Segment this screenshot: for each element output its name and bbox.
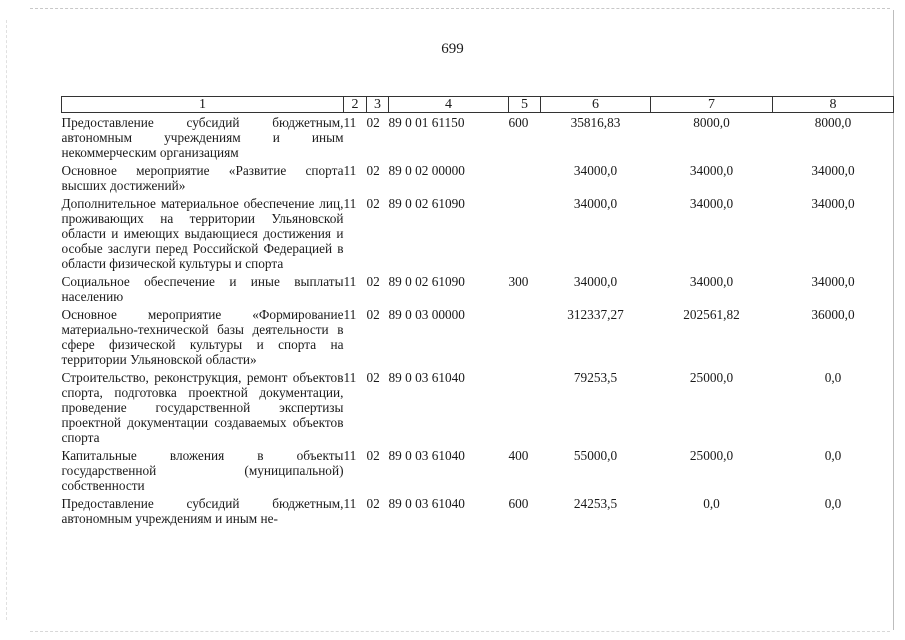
row-subsection: 02 (366, 496, 380, 511)
scan-edge-bottom (30, 631, 890, 632)
table-row (62, 305, 894, 368)
row-amount-col7: 34000,0 (689, 196, 734, 211)
row-name: Основное мероприятие «Формирование материально-технической базы деятельности в сфере физической культуры и спорта на территории Ульяновской области» (61, 307, 344, 367)
row-amount-col6: 24253,5 (573, 496, 618, 511)
row-target-article: 89 0 03 61040 (388, 370, 465, 385)
row-amount-col8: 8000,0 (814, 115, 852, 130)
row-section: 11 (343, 163, 357, 178)
header-col-3: 3 (367, 97, 389, 113)
row-expense-type: 300 (508, 274, 529, 289)
row-subsection: 02 (366, 196, 380, 211)
header-col-2: 2 (344, 97, 367, 113)
header-row (62, 97, 894, 113)
row-amount-col6: 35816,83 (570, 115, 621, 130)
table-row (62, 161, 894, 194)
table-row (62, 272, 894, 305)
row-target-article: 89 0 01 61150 (388, 115, 465, 130)
row-amount-col6: 34000,0 (573, 196, 618, 211)
row-subsection: 02 (366, 307, 380, 322)
row-amount-col6: 55000,0 (573, 448, 618, 463)
scan-edge-top (30, 8, 890, 9)
row-subsection: 02 (366, 274, 380, 289)
row-section: 11 (343, 448, 357, 463)
row-amount-col6: 312337,27 (567, 307, 624, 322)
row-target-article: 89 0 02 61090 (388, 274, 465, 289)
row-target-article: 89 0 03 00000 (388, 307, 465, 322)
row-section: 11 (343, 370, 357, 385)
row-amount-col6: 34000,0 (573, 163, 618, 178)
row-section: 11 (343, 115, 357, 130)
header-col-6: 6 (541, 97, 651, 113)
row-target-article: 89 0 02 61090 (388, 196, 465, 211)
row-expense-type: 600 (508, 496, 529, 511)
table-row (62, 194, 894, 272)
table-row (62, 494, 894, 527)
row-name: Строительство, реконструкция, ремонт объектов спорта, подготовка проектной документации, проведение государственной экспертизы проектной документации создаваемых объектов спорта (61, 370, 344, 445)
row-amount-col8: 34000,0 (811, 274, 855, 289)
row-name: Предоставление субсидий бюджетным, автономным учреждениям и иным не- (61, 496, 344, 526)
row-section: 11 (343, 496, 357, 511)
table-row (62, 113, 894, 162)
row-amount-col8: 36000,0 (811, 307, 855, 322)
header-col-4: 4 (389, 97, 509, 113)
row-amount-col8: 0,0 (824, 496, 842, 511)
row-target-article: 89 0 03 61040 (388, 496, 465, 511)
row-amount-col6: 34000,0 (573, 274, 618, 289)
row-target-article: 89 0 03 61040 (388, 448, 465, 463)
row-name: Предоставление субсидий бюджетным, автономным учреждениям и иным некоммерческим организациям (61, 115, 344, 160)
row-name: Капитальные вложения в объекты государственной (муниципальной) собственности (61, 448, 344, 493)
row-amount-col7: 25000,0 (689, 370, 734, 385)
row-target-article: 89 0 02 00000 (388, 163, 465, 178)
scan-edge-left (6, 20, 7, 620)
header-col-7: 7 (651, 97, 773, 113)
budget-table (61, 96, 894, 527)
table-body (62, 113, 894, 528)
row-amount-col8: 0,0 (824, 370, 842, 385)
row-expense-type (509, 194, 541, 272)
header-col-5: 5 (509, 97, 541, 113)
header-col-8: 8 (773, 97, 894, 113)
row-subsection: 02 (366, 115, 380, 130)
row-amount-col7: 34000,0 (689, 274, 734, 289)
row-amount-col8: 34000,0 (811, 196, 855, 211)
row-expense-type: 400 (508, 448, 529, 463)
row-amount-col7: 34000,0 (689, 163, 734, 178)
table-row (62, 368, 894, 446)
row-amount-col7: 8000,0 (693, 115, 730, 130)
row-name: Основное мероприятие «Развитие спорта высших достижений» (61, 163, 344, 193)
row-section: 11 (343, 196, 357, 211)
row-subsection: 02 (366, 370, 380, 385)
row-amount-col8: 0,0 (824, 448, 842, 463)
row-name: Дополнительное материальное обеспечение лиц, проживающих на территории Ульяновской области и имеющих выдающиеся достижения и особые заслуги перед Российской Федерацией в области физической культуры и спорта (61, 196, 344, 271)
row-expense-type (509, 368, 541, 446)
row-expense-type (509, 305, 541, 368)
page-number: 699 (441, 41, 464, 57)
table-header (62, 97, 894, 113)
row-section: 11 (343, 274, 357, 289)
row-section: 11 (343, 307, 357, 322)
header-col-1: 1 (62, 97, 344, 113)
table-row (62, 446, 894, 494)
row-name: Социальное обеспечение и иные выплаты населению (61, 274, 344, 304)
row-subsection: 02 (366, 163, 380, 178)
row-expense-type: 600 (508, 115, 529, 130)
row-amount-col7: 0,0 (703, 496, 720, 511)
row-subsection: 02 (366, 448, 380, 463)
row-amount-col7: 202561,82 (683, 307, 740, 322)
row-amount-col7: 25000,0 (689, 448, 734, 463)
row-amount-col8: 34000,0 (811, 163, 855, 178)
row-expense-type (509, 161, 541, 194)
row-amount-col6: 79253,5 (573, 370, 618, 385)
